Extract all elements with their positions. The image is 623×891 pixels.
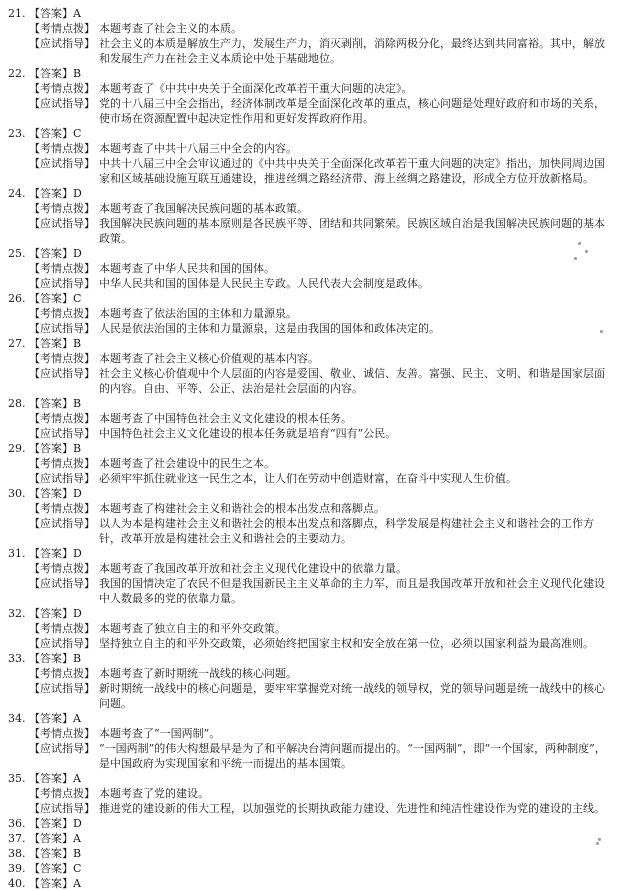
answer-explanation-row [8, 501, 613, 516]
question-number [8, 801, 29, 816]
explanation-text: 中华人民共和国的国体是人民民主专政。人民代表大会制度是政体。 [99, 277, 429, 290]
answer-key-row [8, 606, 613, 621]
section-tag: 【答案】B [29, 442, 82, 455]
answer-explanation-row [8, 426, 613, 441]
answer-explanation-row [8, 801, 613, 816]
answer-explanation-row [8, 81, 613, 96]
section-tag: 【考情点拨】 [29, 307, 95, 320]
question-number: 27. [8, 337, 26, 350]
question-number [8, 681, 29, 711]
answer-explanation-row [8, 621, 613, 636]
explanation-text: 本题考查了党的建设。 [99, 787, 209, 800]
scan-speck [596, 842, 599, 845]
question-number: 28. [8, 397, 26, 410]
explanation-text: 坚持独立自主的和平外交政策，必须始终把国家主权和安全放在第一位，必须以国家利益为最高准则。 [99, 637, 594, 650]
scan-speck [574, 257, 577, 260]
answer-key-row [8, 186, 613, 201]
explanation-text: 本题考查了社会主义核心价值观的基本内容。 [99, 352, 319, 365]
question-number: 22. [8, 67, 26, 80]
section-tag: 【应试指导】 [29, 742, 95, 755]
section-tag: 【考情点拨】 [29, 727, 95, 740]
explanation-text: 本题考查了依法治国的主体和力量源泉。 [99, 307, 297, 320]
section-tag: 【考情点拨】 [29, 622, 95, 635]
answer-explanation-row [8, 636, 613, 651]
answer-explanation-row [8, 786, 613, 801]
section-tag: 【应试指导】 [29, 37, 95, 50]
explanation-text: 人民是依法治国的主体和力量源泉，这是由我国的国体和政体决定的。 [99, 322, 440, 335]
answer-explanation-row [8, 471, 613, 486]
section-tag: 【考情点拨】 [29, 502, 95, 515]
answer-key-row [8, 846, 613, 861]
question-number: 30. [8, 487, 26, 500]
question-number [8, 201, 29, 216]
question-number [8, 516, 29, 546]
question-number [8, 501, 29, 516]
section-tag: 【应试指导】 [29, 802, 95, 815]
question-number [8, 216, 29, 246]
answer-explanation-row [8, 141, 613, 156]
question-number [8, 786, 29, 801]
question-number: 21. [8, 7, 26, 20]
answer-explanation-row [8, 36, 613, 66]
question-number: 23. [8, 127, 26, 140]
section-tag: 【考情点拨】 [29, 142, 95, 155]
section-tag: 【考情点拨】 [29, 412, 95, 425]
question-number: 37. [8, 832, 26, 845]
section-tag: 【答案】D [29, 487, 82, 500]
explanation-text: 中国特色社会主义文化建设的根本任务就是培育“四有”公民。 [99, 427, 397, 440]
question-number [8, 81, 29, 96]
question-number: 24. [8, 187, 26, 200]
section-tag: 【答案】B [29, 847, 82, 860]
answer-explanation-row [8, 276, 613, 291]
explanation-text: 推进党的建设新的伟大工程，以加强党的长期执政能力建设、先进性和纯洁性建设作为党的建设的主线。 [99, 802, 605, 815]
question-number [8, 726, 29, 741]
question-number: 26. [8, 292, 26, 305]
answer-explanation-row [8, 96, 613, 126]
question-number [8, 306, 29, 321]
question-number: 36. [8, 817, 26, 830]
question-number: 40. [8, 877, 26, 890]
section-tag: 【考情点拨】 [29, 667, 95, 680]
answer-explanation-row [8, 156, 613, 186]
answer-key-row [8, 441, 613, 456]
question-number [8, 576, 29, 606]
answer-explanation-row [8, 261, 613, 276]
section-tag: 【考情点拨】 [29, 22, 95, 35]
answer-key-row [8, 711, 613, 726]
answer-key-row [8, 546, 613, 561]
answer-key-row [8, 291, 613, 306]
section-tag: 【考情点拨】 [29, 787, 95, 800]
question-number [8, 21, 29, 36]
section-tag: 【考情点拨】 [29, 352, 95, 365]
question-number [8, 561, 29, 576]
answer-explanation-row [8, 681, 613, 711]
explanation-text: 社会主义的本质是解放生产力，发展生产力，消灭剥削，消除两极分化，最终达到共同富裕。其中，解放和发展生产力在社会主义本质论中处于基础地位。 [99, 37, 605, 65]
section-tag: 【答案】C [29, 292, 82, 305]
answer-key-row [8, 486, 613, 501]
question-number: 25. [8, 247, 26, 260]
explanation-text: 我国解决民族问题的基本原则是各民族平等、团结和共同繁荣。民族区域自治是我国解决民族问题的基本政策。 [99, 217, 605, 245]
section-tag: 【考情点拨】 [29, 562, 95, 575]
section-tag: 【答案】A [29, 832, 81, 845]
question-number: 33. [8, 652, 26, 665]
section-tag: 【答案】A [29, 877, 81, 890]
answer-explanation-row [8, 366, 613, 396]
scan-speck [598, 838, 601, 841]
question-number [8, 411, 29, 426]
section-tag: 【应试指导】 [29, 472, 95, 485]
question-number [8, 741, 29, 771]
section-tag: 【应试指导】 [29, 577, 95, 590]
answer-explanation-row [8, 666, 613, 681]
section-tag: 【考情点拨】 [29, 262, 95, 275]
section-tag: 【答案】C [29, 862, 82, 875]
answer-explanation-row [8, 306, 613, 321]
explanation-text: “一国两制”的伟大构想最早是为了和平解决台湾问题而提出的。“一国两制”，即“一个国家，两种制度”，是中国政府为实现国家和平统一而提出的基本国策。 [99, 742, 606, 770]
explanation-text: 本题考查了社会建设中的民生之本。 [99, 457, 275, 470]
explanation-text: 中共十八届三中全会审议通过的《中共中央关于全面深化改革若干重大问题的决定》指出，加快同周边国家和区域基础设施互联互通建设，推进丝绸之路经济带、海上丝绸之路建设，形成全方位开放新格局。 [99, 157, 605, 185]
question-number: 29. [8, 442, 26, 455]
section-tag: 【应试指导】 [29, 427, 95, 440]
section-tag: 【应试指导】 [29, 277, 95, 290]
section-tag: 【考情点拨】 [29, 457, 95, 470]
section-tag: 【应试指导】 [29, 517, 95, 530]
question-number [8, 276, 29, 291]
question-number [8, 141, 29, 156]
answer-explanation-row [8, 321, 613, 336]
explanation-text: 党的十八届三中全会指出，经济体制改革是全面深化改革的重点，核心问题是处理好政府和市场的关系，使市场在资源配置中起决定性作用和更好发挥政府作用。 [99, 97, 605, 125]
section-tag: 【应试指导】 [29, 367, 95, 380]
section-tag: 【应试指导】 [29, 682, 95, 695]
section-tag: 【答案】D [29, 817, 82, 830]
answer-key-row [8, 861, 613, 876]
answer-explanation-row [8, 456, 613, 471]
explanation-text: 以人为本是构建社会主义和谐社会的根本出发点和落脚点，科学发展是构建社会主义和谐社会的工作方针，改革开放是构建社会主义和谐社会的主要动力。 [99, 517, 594, 545]
section-tag: 【答案】A [29, 712, 81, 725]
answer-explanation-row [8, 576, 613, 606]
section-tag: 【应试指导】 [29, 157, 95, 170]
answer-explanation-row [8, 516, 613, 546]
section-tag: 【答案】D [29, 607, 82, 620]
section-tag: 【答案】B [29, 337, 82, 350]
answer-explanation-row [8, 201, 613, 216]
question-number [8, 426, 29, 441]
answer-key-row [8, 246, 613, 261]
answer-key-row [8, 6, 613, 21]
answer-explanation-row [8, 741, 613, 771]
question-number [8, 366, 29, 396]
explanation-text: 本题考查了构建社会主义和谐社会的根本出发点和落脚点。 [99, 502, 385, 515]
scan-speck [578, 242, 581, 245]
explanation-text: 本题考查了中国特色社会主义文化建设的根本任务。 [99, 412, 352, 425]
answer-explanation-row [8, 21, 613, 36]
question-number: 32. [8, 607, 26, 620]
question-number [8, 456, 29, 471]
question-number [8, 666, 29, 681]
explanation-text: 新时期统一战线中的核心问题是，要牢牢掌握党对统一战线的领导权，党的领导问题是统一战线中的核心问题。 [99, 682, 605, 710]
explanation-text: 本题考查了我国改革开放和社会主义现代化建设中的依靠力量。 [99, 562, 407, 575]
answer-explanation-row [8, 561, 613, 576]
section-tag: 【答案】C [29, 127, 82, 140]
explanation-text: 本题考查了新时期统一战线的核心问题。 [99, 667, 297, 680]
answer-key-row [8, 831, 613, 846]
question-number: 38. [8, 847, 26, 860]
explanation-text: 社会主义核心价值观中个人层面的内容是爱国、敬业、诚信、友善。富强、民主、文明、和谐是国家层面的内容。自由、平等、公正、法治是社会层面的内容。 [99, 367, 605, 395]
answer-key-row [8, 651, 613, 666]
section-tag: 【考情点拨】 [29, 202, 95, 215]
section-tag: 【答案】A [29, 772, 81, 785]
answer-key-row [8, 336, 613, 351]
section-tag: 【应试指导】 [29, 217, 95, 230]
answer-explanation-row [8, 351, 613, 366]
scan-speck [600, 330, 603, 333]
explanation-text: 本题考查了“一国两制”。 [99, 727, 221, 740]
answer-key-row [8, 876, 613, 891]
section-tag: 【应试指导】 [29, 97, 95, 110]
explanation-text: 本题考查了中共十八届三中全会的内容。 [99, 142, 297, 155]
section-tag: 【答案】D [29, 247, 82, 260]
question-number [8, 156, 29, 186]
section-tag: 【答案】D [29, 547, 82, 560]
answer-key-row [8, 771, 613, 786]
question-number [8, 36, 29, 66]
section-tag: 【应试指导】 [29, 637, 95, 650]
explanation-text: 我国的国情决定了农民不但是我国新民主主义革命的主力军，而且是我国改革开放和社会主义现代化建设中人数最多的党的依靠力量。 [99, 577, 605, 605]
scan-speck [585, 250, 588, 253]
answer-key-row [8, 396, 613, 411]
question-number: 31. [8, 547, 26, 560]
question-number [8, 621, 29, 636]
explanation-text: 本题考查了《中共中央关于全面深化改革若干重大问题的决定》。 [99, 82, 413, 95]
section-tag: 【考情点拨】 [29, 82, 95, 95]
section-tag: 【答案】D [29, 187, 82, 200]
section-tag: 【答案】B [29, 397, 82, 410]
explanation-text: 本题考查了中华人民共和国的国体。 [99, 262, 275, 275]
explanation-text: 本题考查了独立自主的和平外交政策。 [99, 622, 286, 635]
answer-key-row [8, 66, 613, 81]
question-number: 39. [8, 862, 26, 875]
answer-explanation-row [8, 726, 613, 741]
answer-explanation-row [8, 216, 613, 246]
section-tag: 【答案】B [29, 652, 82, 665]
section-tag: 【答案】B [29, 67, 82, 80]
question-number [8, 471, 29, 486]
explanation-text: 本题考查了我国解决民族问题的基本政策。 [99, 202, 308, 215]
section-tag: 【应试指导】 [29, 322, 95, 335]
question-number [8, 321, 29, 336]
explanation-text: 本题考查了社会主义的本质。 [99, 22, 242, 35]
answer-key-row [8, 816, 613, 831]
question-number [8, 96, 29, 126]
question-number: 34. [8, 712, 26, 725]
answer-explanation-row [8, 411, 613, 426]
question-number [8, 636, 29, 651]
question-number: 35. [8, 772, 26, 785]
explanation-text: 必须牢牢抓住就业这一民生之本，让人们在劳动中创造财富，在奋斗中实现人生价值。 [99, 472, 517, 485]
answer-key-row [8, 126, 613, 141]
question-number [8, 351, 29, 366]
question-number [8, 261, 29, 276]
section-tag: 【答案】A [29, 7, 81, 20]
